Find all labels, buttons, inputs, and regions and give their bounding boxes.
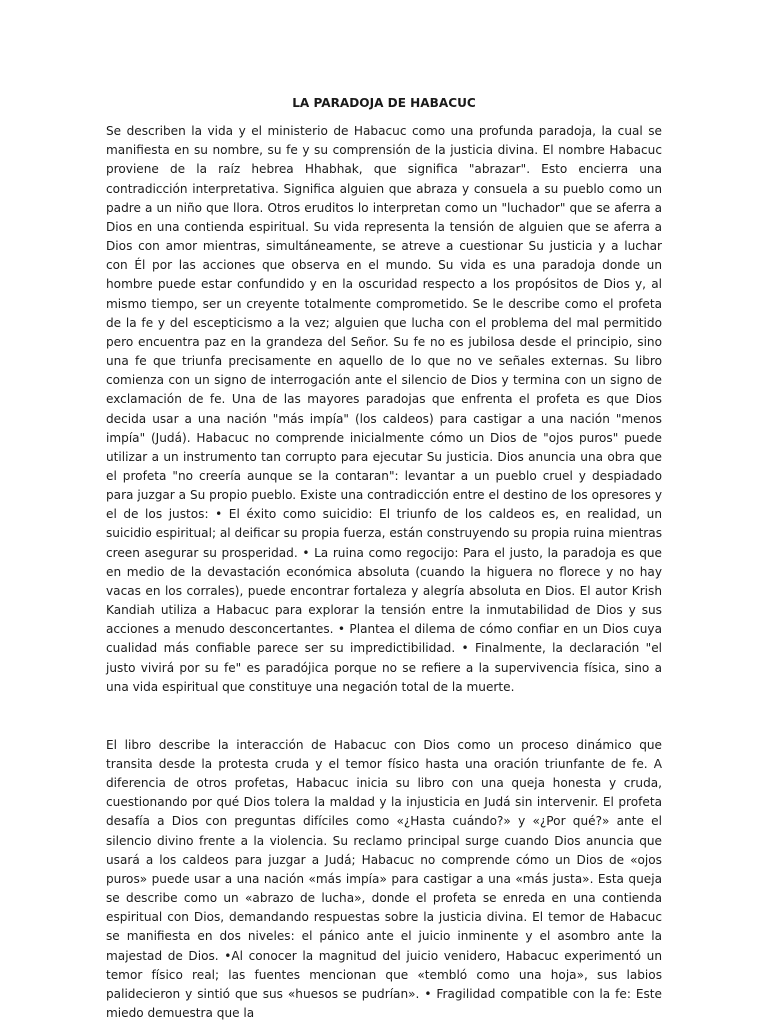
document-title: LA PARADOJA DE HABACUC	[292, 96, 476, 110]
document-page	[106, 94, 662, 1023]
paragraph-1: Se describen la vida y el ministerio de Habacuc como una profunda paradoja, la cual se manifiesta en su nombre, su fe y su comprensión de la justicia divina. El nombre Habacuc proviene de la raíz hebrea Hhabhak, que significa "abrazar". Esto encierra una contradicción interpretativa. Significa alguien que abraza y consuela a su pueblo como un padre a un niño que llora. Otros eruditos lo interpretan como un "luchador" que se aferra a Dios en una contienda espiritual. Su vida representa la tensión de alguien que se aferra a Dios con amor mientras, simultáneamente, se atreve a cuestionar Su justicia y a luchar con Él por las acciones que observa en el mundo. Su vida es una paradoja donde un hombre puede estar confundido y en la oscuridad respecto a los propósitos de Dios y, al mismo tiempo, ser un creyente totalmente comprometido. Se le describe como el profeta de la fe y del escepticismo a la vez; alguien que lucha con el problema del mal permitido pero encuentra paz en la grandeza del Señor. Su fe no es jubilosa desde el principio, sino una fe que triunfa precisamente en aquello de lo que no ve señales externas. Su libro comienza con un signo de interrogación ante el silencio de Dios y termina con un signo de exclamación de fe. Una de las mayores paradojas que enfrenta el profeta es que Dios decida usar a una nación "más impía" (los caldeos) para castigar a una nación "menos impía" (Judá). Habacuc no comprende inicialmente cómo un Dios de "ojos puros" puede utilizar a un instrumento tan corrupto para ejecutar Su justicia. Dios anuncia una obra que el profeta "no creería aunque se la contaran": levantar a un pueblo cruel y despiadado para juzgar a Su propio pueblo. Existe una contradicción entre el destino de los opresores y el de los justos: • El éxito como suicidio: El triunfo de los caldeos es, en realidad, un suicidio espiritual; al deificar su propia fuerza, están construyendo su propia ruina mientras creen asegurar su prosperidad. • La ruina como regocijo: Para el justo, la paradoja es que en medio de la devastación económica absoluta (cuando la higuera no florece y no hay vacas en los corrales), puede encontrar fortaleza y alegría absoluta en Dios. El autor Krish Kandiah utiliza a Habacuc para explorar la tensión entre la inmutabilidad de Dios y sus acciones a menudo desconcertantes. • Plantea el dilema de cómo confiar en un Dios cuya cualidad más confiable parece ser su impredictibilidad. • Finalmente, la declaración "el justo vivirá por su fe" es paradójica porque no se refiere a la supervivencia física, sino a una vida espiritual que constituye una negación total de la muerte.	[106, 124, 662, 694]
paragraph-2: El libro describe la interacción de Habacuc con Dios como un proceso dinámico que transita desde la protesta cruda y el temor físico hasta una oración triunfante de fe. A diferencia de otros profetas, Habacuc inicia su libro con una queja honesta y cruda, cuestionando por qué Dios tolera la maldad y la injusticia en Judá sin intervenir. El profeta desafía a Dios con preguntas difíciles como «¿Hasta cuándo?» y «¿Por qué?» ante el silencio divino frente a la violencia. Su reclamo principal surge cuando Dios anuncia que usará a los caldeos para juzgar a Judá; Habacuc no comprende cómo un Dios de «ojos puros» puede usar a una nación «más impía» para castigar a una «más justa». Esta queja se describe como un «abrazo de lucha», donde el profeta se enreda en una contienda espiritual con Dios, demandando respuestas sobre la justicia divina. El temor de Habacuc se manifiesta en dos niveles: el pánico ante el juicio inminente y el asombro ante la majestad de Dios. •Al conocer la magnitud del juicio venidero, Habacuc experimentó un temor físico real; las fuentes mencionan que «tembló como una hoja», sus labios palidecieron y sintió que sus «huesos se pudrían». • Fragilidad compatible con la fe: Este miedo demuestra que la	[106, 737, 662, 1021]
